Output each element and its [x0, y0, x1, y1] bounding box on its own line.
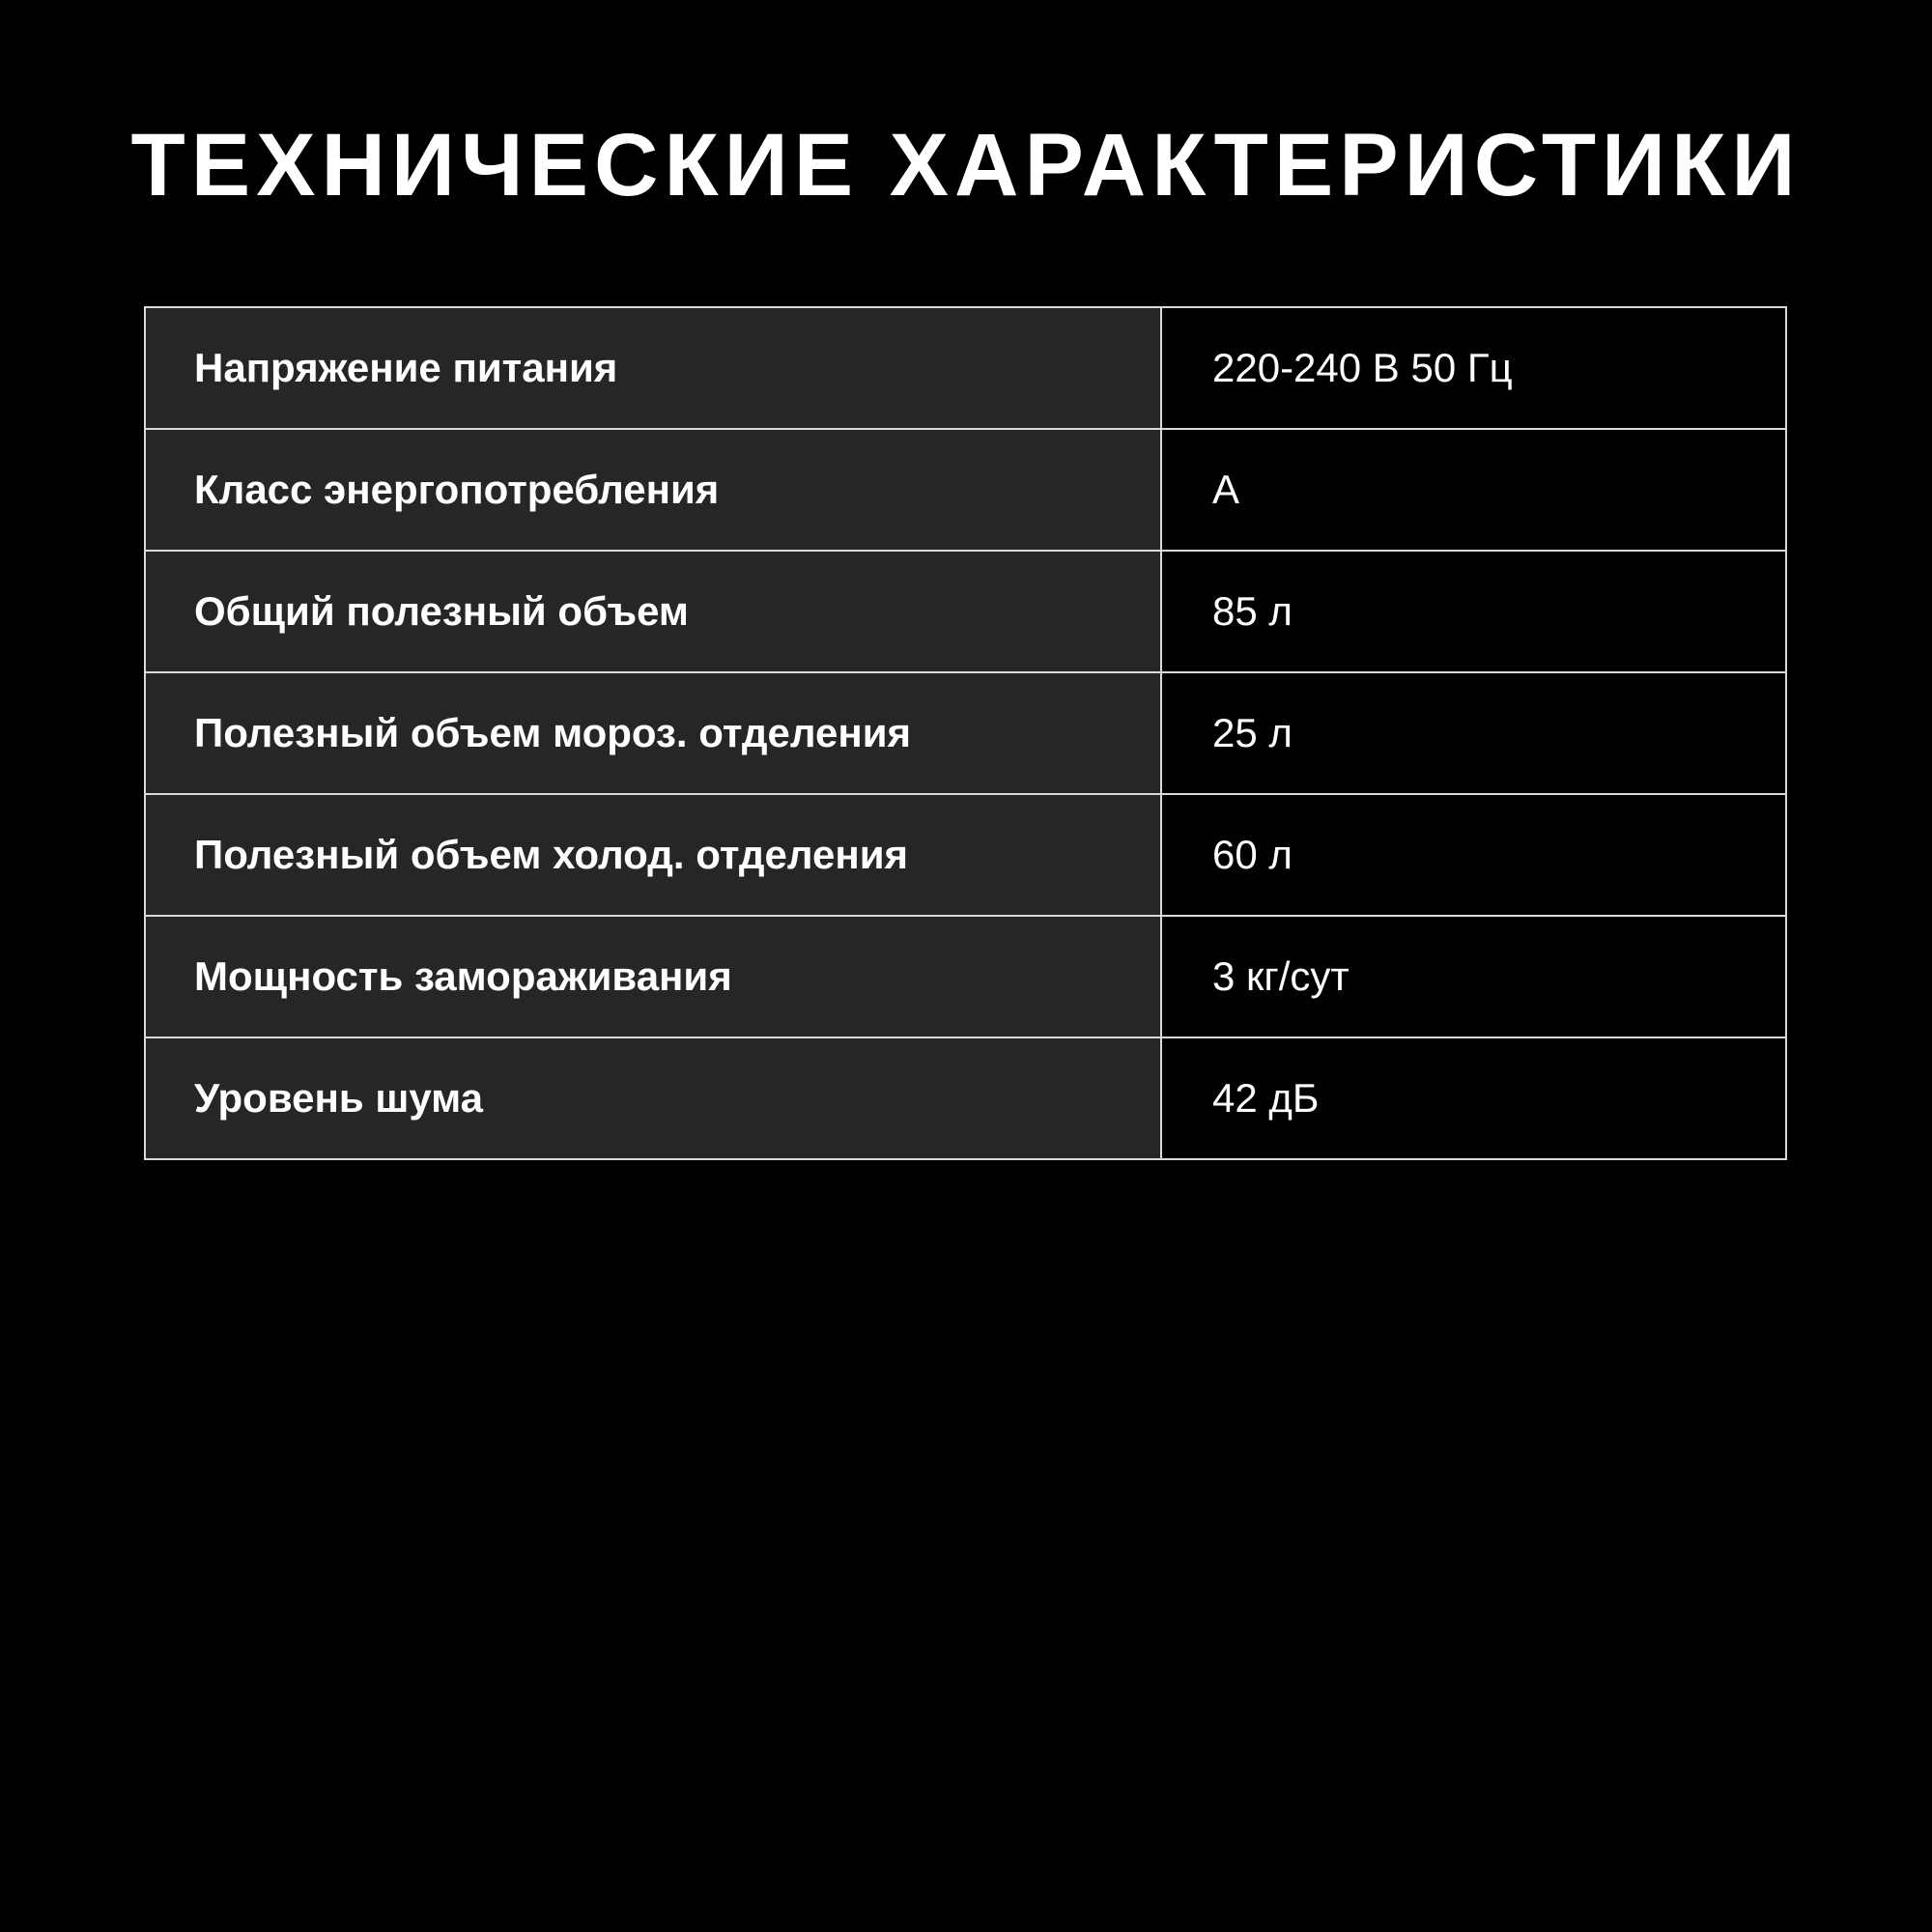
- spec-value: 25 л: [1161, 672, 1786, 794]
- spec-value: А: [1161, 429, 1786, 551]
- spec-row-voltage: [145, 307, 1786, 429]
- page-title: ТЕХНИЧЕСКИЕ ХАРАКТЕРИСТИКИ: [130, 116, 1802, 214]
- spec-row-freezer-volume: [145, 672, 1786, 794]
- spec-row-fridge-volume: [145, 794, 1786, 916]
- spec-row-total-volume: [145, 551, 1786, 672]
- spec-value: 220-240 В 50 Гц: [1161, 307, 1786, 429]
- spec-label: Класс энергопотребления: [145, 429, 1161, 551]
- spec-label: Полезный объем холод. отделения: [145, 794, 1161, 916]
- spec-label: Уровень шума: [145, 1037, 1161, 1159]
- spec-label: Полезный объем мороз. отделения: [145, 672, 1161, 794]
- spec-label: Общий полезный объем: [145, 551, 1161, 672]
- spec-row-freezing-capacity: [145, 916, 1786, 1037]
- spec-value: 60 л: [1161, 794, 1786, 916]
- spec-value: 42 дБ: [1161, 1037, 1786, 1159]
- spec-label: Мощность замораживания: [145, 916, 1161, 1037]
- spec-value: 3 кг/сут: [1161, 916, 1786, 1037]
- spec-value: 85 л: [1161, 551, 1786, 672]
- spec-label: Напряжение питания: [145, 307, 1161, 429]
- spec-row-noise-level: [145, 1037, 1786, 1159]
- spec-row-energy-class: [145, 429, 1786, 551]
- specifications-table: [144, 306, 1787, 1160]
